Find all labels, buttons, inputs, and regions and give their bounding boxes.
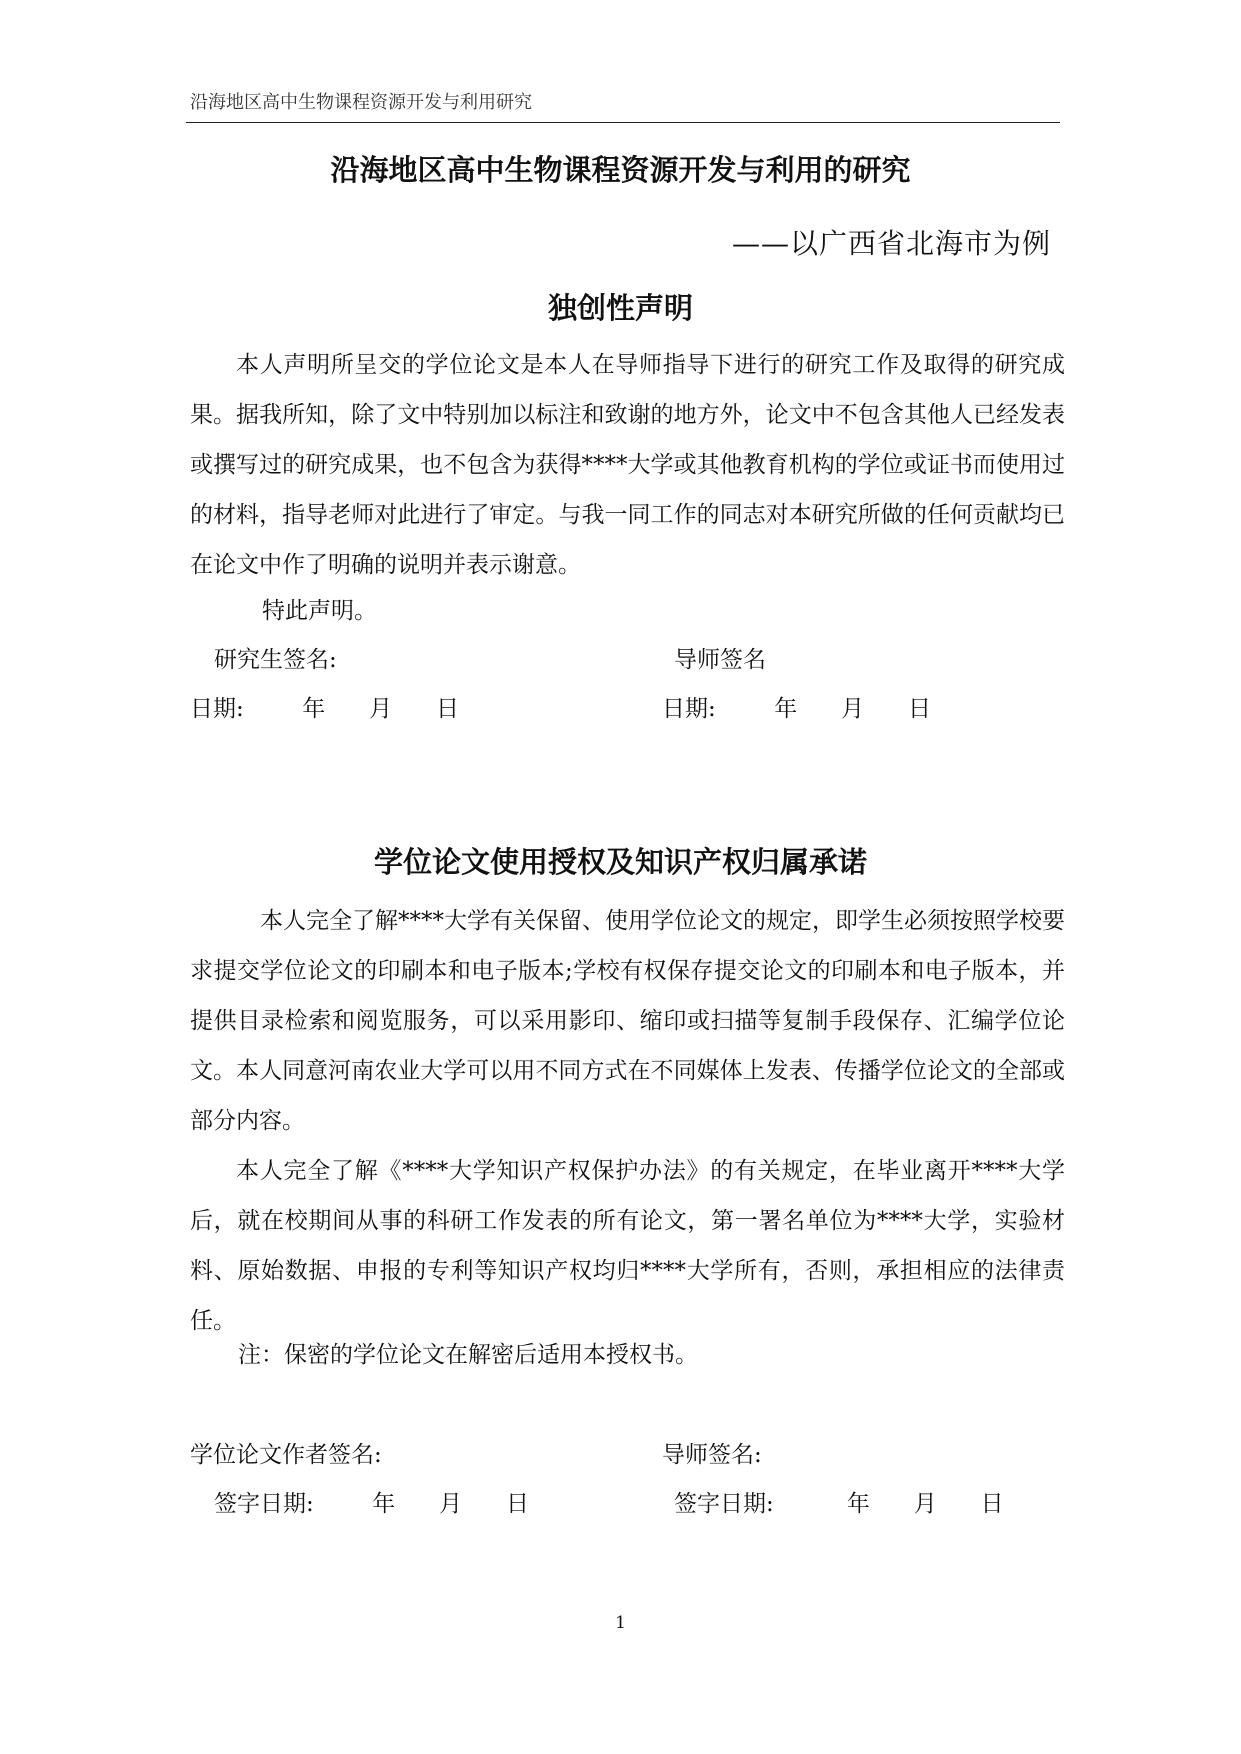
header-rule: [186, 122, 1060, 123]
originality-heading: 独创性声明: [547, 291, 693, 325]
authorization-paragraph-1: 本人完全了解****大学有关保留、使用学位论文的规定，即学生必须按照学校要求提交学位论文的印刷本和电子版本;学校有权保存提交论文的印刷本和电子版本，并提供目录检索和阅览服务，可以采用影印、缩印或扫描等复制手段保存、汇编学位论文。本人同意河南农业大学可以用不同方式在不同媒体上发表、传播学位论文的全部或部分内容。: [190, 908, 1065, 1134]
authorization-paragraph-2: 本人完全了解《****大学知识产权保护办法》的有关规定，在毕业离开****大学后，就在校期间从事的科研工作发表的所有论文，第一署名单位为****大学，实验材料、原始数据、申报的专利等知识产权均归****大学所有，否则，承担相应的法律责任。: [190, 1158, 1065, 1334]
advisor-signature-label: 导师签名: [674, 647, 766, 673]
advisor-sign-date-line: 签字日期: 年 月 日: [674, 1491, 1004, 1517]
author-sign-date-line: 签字日期: 年 月 日: [214, 1491, 529, 1517]
document-title: 沿海地区高中生物课程资源开发与利用的研究: [330, 153, 911, 187]
confidential-note: 注：保密的学位论文在解密后适用本授权书。: [238, 1342, 698, 1368]
student-date-line: 日期: 年 月 日: [190, 696, 459, 722]
advisor-signature-label-2: 导师签名:: [662, 1442, 762, 1468]
student-signature-label: 研究生签名:: [214, 647, 337, 673]
running-header: 沿海地区高中生物课程资源开发与利用研究: [190, 92, 532, 113]
author-signature-label: 学位论文作者签名:: [190, 1442, 382, 1468]
originality-body: 本人声明所呈交的学位论文是本人在导师指导下进行的研究工作及取得的研究成果。据我所知，除了文中特别加以标注和致谢的地方外，论文中不包含其他人已经发表或撰写过的研究成果，也不包含为获得****大学或其他教育机构的学位或证书而使用过的材料，指导老师对此进行了审定。与我一同工作的同志对本研究所做的任何贡献均已在论文中作了明确的说明并表示谢意。: [190, 352, 1065, 578]
page-number: 1: [615, 1613, 626, 1633]
originality-closing: 特此声明。: [262, 598, 377, 624]
advisor-date-line: 日期: 年 月 日: [662, 696, 931, 722]
authorization-heading: 学位论文使用授权及知识产权归属承诺: [373, 845, 867, 879]
document-subtitle: ——以广西省北海市为例: [731, 227, 1051, 260]
